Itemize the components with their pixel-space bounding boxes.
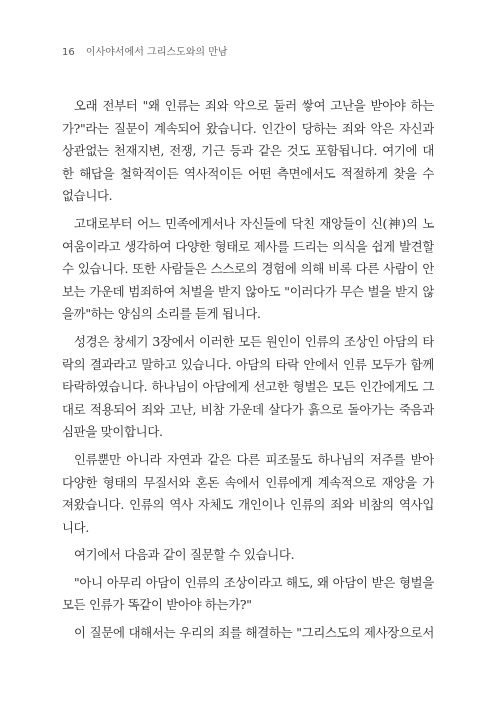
text-line: 을까"하는 양심의 소리를 듣게 됩니다. xyxy=(62,306,261,322)
text-line: 없습니다. xyxy=(62,188,113,204)
text-line: 져왔습니다. 인류의 역사 자체도 개인이나 인류의 죄와 비참의 역사입 xyxy=(62,497,434,513)
page-number: 16 xyxy=(62,47,75,58)
text-line: 심판을 맞이합니다. xyxy=(62,424,163,440)
paragraph xyxy=(62,622,434,645)
paragraph xyxy=(62,95,434,208)
text-line: 고대로부터 어느 민족에게서나 자신들에 닥친 재앙들이 신(神)의 노 xyxy=(74,215,434,231)
text-line: 오래 전부터 "왜 인류는 죄와 악으로 둘러 쌓여 고난을 받아야 하는 xyxy=(74,98,434,113)
paragraph xyxy=(62,544,434,567)
text-line: 수 있습니다. 또한 사람들은 스스로의 경험에 의해 비록 다른 사람이 안 xyxy=(62,261,434,277)
book-title: 이사야서에서 그리스도와의 만남 xyxy=(85,47,228,58)
body-text xyxy=(62,95,434,650)
text-line: 인류뿐만 아니라 자연과 같은 다른 피조물도 하나님의 저주를 받아 xyxy=(74,451,434,467)
paragraph xyxy=(62,213,434,326)
text-line: 모든 인류가 똑같이 받아야 하는가?" xyxy=(62,597,252,613)
text-line: 대로 적용되어 죄와 고난, 비참 가운데 살다가 흙으로 돌아가는 죽음과 xyxy=(62,401,434,417)
text-line: 상관없는 천재지변, 전쟁, 기근 등과 같은 것도 포함됩니다. 여기에 대 xyxy=(62,143,434,159)
text-line: 한 해답을 철학적이든 역사적이든 어떤 측면에서도 적절하게 찾을 수 xyxy=(62,165,434,181)
text-line: 타락하였습니다. 하나님이 아담에게 선고한 형벌은 모든 인간에게도 그 xyxy=(62,379,434,395)
text-line: 가?"라는 질문이 계속되어 왔습니다. 인간이 당하는 죄와 악은 자신과 xyxy=(62,120,434,136)
text-line: "아니 아무리 아담이 인류의 조상이라고 해도, 왜 아담이 받은 형벌을 xyxy=(74,574,434,590)
text-line: 락의 결과라고 말하고 있습니다. 아담의 타락 안에서 인류 모두가 함께 xyxy=(62,356,434,372)
text-line: 여기에서 다음과 같이 질문할 수 있습니다. xyxy=(74,547,295,563)
text-line: 다양한 형태의 무질서와 혼돈 속에서 인류에게 계속적으로 재앙을 가 xyxy=(62,474,434,490)
paragraph xyxy=(62,449,434,539)
text-line: 성경은 창세기 3장에서 이러한 모든 원인이 인류의 조상인 아담의 타 xyxy=(74,333,434,349)
paragraph xyxy=(62,331,434,444)
text-line: 니다. xyxy=(62,519,89,535)
text-line: 여움이라고 생각하여 다양한 형태로 제사를 드리는 의식을 쉽게 발견할 xyxy=(62,238,434,254)
text-line: 보는 가운데 범죄하여 처벌을 받지 않아도 "이러다가 무슨 벌을 받지 않 xyxy=(62,283,434,299)
paragraph xyxy=(62,572,434,617)
running-header xyxy=(62,43,228,58)
text-line: 이 질문에 대해서는 우리의 죄를 해결하는 "그리스도의 제사장으로서 xyxy=(74,625,434,641)
